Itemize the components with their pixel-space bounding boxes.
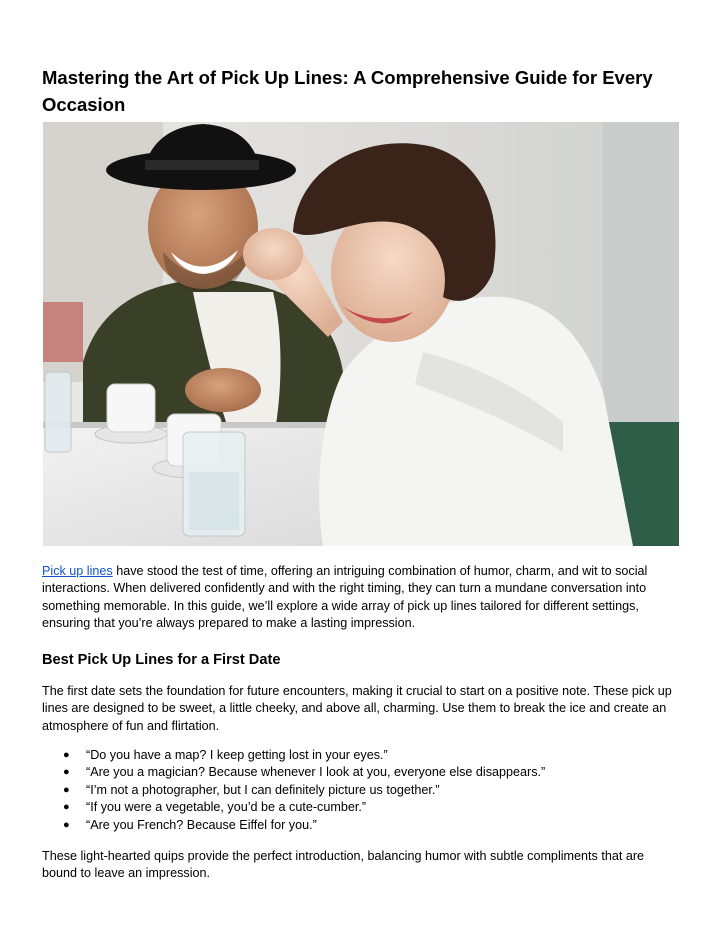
list-item [42, 817, 678, 834]
first-date-paragraph: The first date sets the foundation for future encounters, making it crucial to start on a positive note. These pick up lines are designed to be sweet, a little cheeky, and above all, charming. Use them to break the ice and create an atmosphere of fun and flirtation. [42, 684, 672, 733]
section-heading-first-date: Best Pick Up Lines for a First Date [42, 652, 281, 668]
bullet-icon: ● [63, 801, 70, 814]
bullet-icon: ● [63, 766, 70, 779]
intro-text: have stood the test of time, offering an intriguing combination of humor, charm, and wit to social interactions. When delivered confidently and with the right timing, they can turn a mundane conversation into something memorable. In this guide, we’ll explore a wide array of pick up lines tailored for different settings, ensuring that you’re always prepared to make a lasting impression. [42, 564, 648, 631]
list-item-text: “Are you a magician? Because whenever I look at you, everyone else disappears.” [86, 765, 546, 780]
list-item [42, 782, 678, 799]
intro-paragraph [42, 563, 678, 633]
list-item [42, 799, 678, 816]
list-item-text: “I’m not a photographer, but I can definitely picture us together.” [86, 782, 440, 797]
bullet-icon: ● [63, 783, 70, 796]
list-item-text: “Are you French? Because Eiffel for you.” [86, 817, 317, 832]
cafe-couple-photo [43, 122, 679, 546]
pick-up-lines-list [42, 747, 678, 834]
list-item-text: “Do you have a map? I keep getting lost in your eyes.” [86, 748, 388, 762]
list-item [42, 764, 678, 781]
pick-up-lines-link[interactable]: Pick up lines [42, 564, 113, 578]
bullet-icon: ● [63, 749, 70, 761]
hero-image [43, 122, 679, 546]
closing-paragraph: These light-hearted quips provide the perfect introduction, balancing humor with subtle compliments that are bound to leave an impression. [42, 849, 645, 881]
list-item-text: “If you were a vegetable, you’d be a cute-cumber.” [86, 800, 367, 815]
list-item [42, 747, 678, 764]
article-title: Mastering the Art of Pick Up Lines: A Comprehensive Guide for Every Occasion [42, 67, 653, 115]
bullet-icon: ● [63, 818, 70, 831]
